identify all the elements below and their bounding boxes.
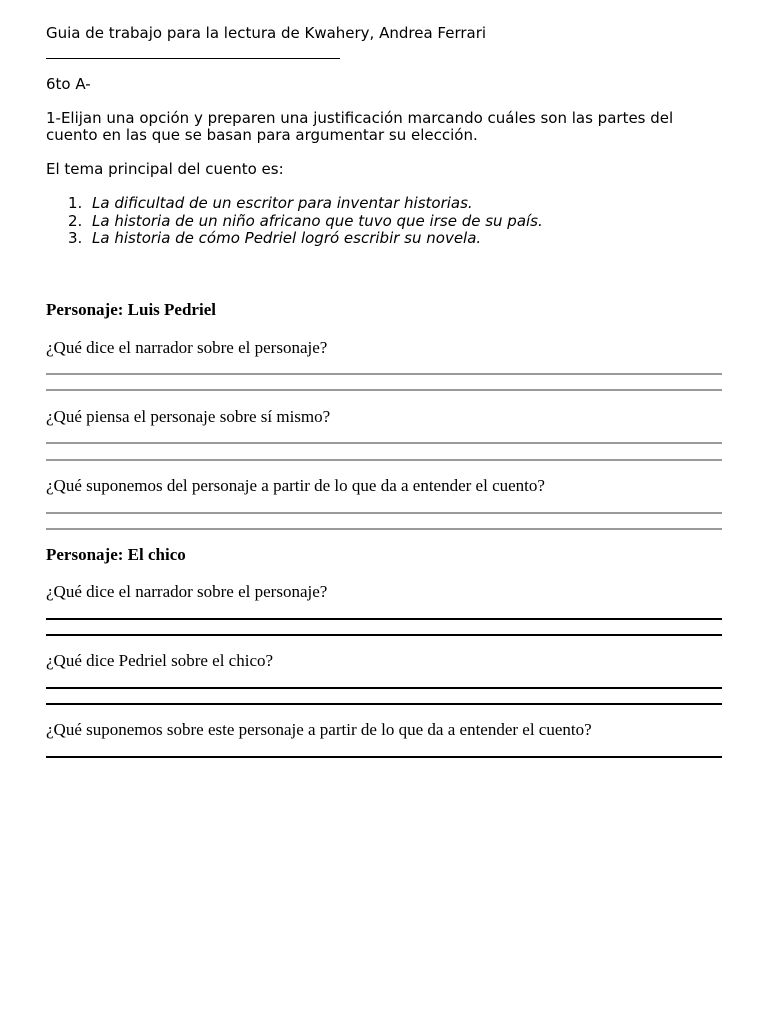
option-text: La historia de un niño africano que tuvo que irse de su país.: [92, 211, 543, 230]
question-text: ¿Qué suponemos sobre este personaje a partir de lo que da a entender el cuento?: [46, 720, 592, 739]
question-text: ¿Qué piensa el personaje sobre sí mismo?: [46, 407, 331, 426]
option-number: 3.: [68, 229, 83, 247]
answer-line[interactable]: [46, 389, 722, 391]
option-number: 1.: [68, 194, 83, 212]
section-heading-luis-pedriel: Personaje: Luis Pedriel: [46, 300, 216, 319]
answer-line[interactable]: [46, 703, 722, 705]
option-number: 2.: [68, 211, 83, 230]
option-text: La historia de cómo Pedriel logró escribir su novela.: [92, 229, 482, 247]
answer-line[interactable]: [46, 442, 722, 444]
answer-line[interactable]: [46, 528, 722, 530]
answer-line[interactable]: [46, 373, 722, 375]
answer-line[interactable]: [46, 687, 722, 689]
section-heading-el-chico: Personaje: El chico: [46, 545, 186, 564]
activity-instruction: 1-Elijan una opción y preparen una justificación marcando cuáles son las partes del cuento en las que se basan para argumentar su elección.: [46, 109, 674, 144]
option-text: La dificultad de un escritor para inventar historias.: [92, 194, 473, 212]
title-underline: [46, 58, 340, 59]
question-text: ¿Qué dice el narrador sobre el personaje?: [46, 582, 328, 601]
grade-label: 6to A-: [46, 75, 91, 93]
answer-line[interactable]: [46, 459, 722, 461]
answer-line[interactable]: [46, 634, 722, 636]
question-text: ¿Qué dice el narrador sobre el personaje?: [46, 338, 328, 357]
answer-line[interactable]: [46, 512, 722, 514]
answer-line[interactable]: [46, 756, 722, 758]
question-text: ¿Qué dice Pedriel sobre el chico?: [46, 651, 274, 670]
question-text: ¿Qué suponemos del personaje a partir de lo que da a entender el cuento?: [46, 476, 545, 495]
activity-prompt: El tema principal del cuento es:: [46, 160, 284, 178]
document-title: Guia de trabajo para la lectura de Kwahery, Andrea Ferrari: [46, 24, 487, 42]
answer-line[interactable]: [46, 618, 722, 620]
